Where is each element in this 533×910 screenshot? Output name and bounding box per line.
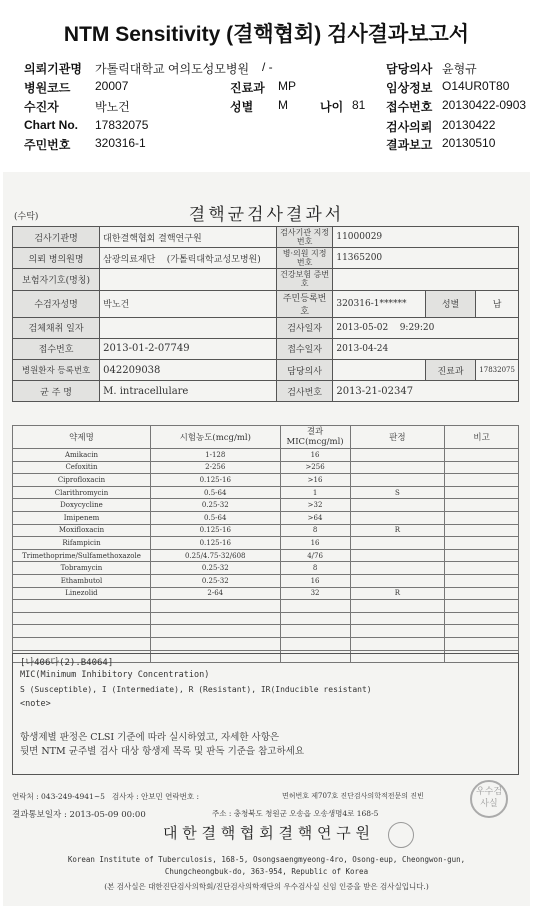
mic-cell: 16: [280, 449, 350, 462]
report-value: 20130510: [442, 136, 496, 150]
drug-name-cell: Amikacin: [13, 449, 151, 462]
range-cell: 1-128: [150, 449, 280, 462]
table-row: [13, 549, 519, 562]
drug-name-cell: Linezolid: [13, 587, 151, 600]
clinical-label: 임상정보: [386, 81, 433, 95]
table-row: [13, 499, 519, 512]
result-cell: [350, 562, 445, 575]
remark-cell: [445, 461, 519, 474]
copy-mark: (수탁): [14, 212, 39, 222]
drug-name-cell: Ethambutol: [13, 574, 151, 587]
remark-cell: [445, 499, 519, 512]
drug-table: [12, 425, 519, 663]
remark-cell: [445, 637, 519, 650]
footer-cert: (본 검사실은 대한진단검사의학회/진단검사의학재단의 우수검사실 신임 인증을 받은 검사실입니다.): [104, 882, 429, 891]
result-cell: [350, 625, 445, 638]
remark-cell: [445, 549, 519, 562]
range-cell: 2-256: [150, 461, 280, 474]
mic-cell: 8: [280, 524, 350, 537]
remark-cell: [445, 562, 519, 575]
mic-cell: >256: [280, 461, 350, 474]
test-org-id-label: 검사기관 지정번호: [276, 227, 332, 248]
remark-cell: [445, 600, 519, 613]
test-org-label: 검사기관명: [13, 227, 100, 248]
notes-line1: MIC(Minimum Inhibitory Concentration): [20, 670, 210, 680]
result-cell: R: [350, 524, 445, 537]
mic-cell: [280, 600, 350, 613]
drug-name-cell: Doxycycline: [13, 499, 151, 512]
col-header-mic: 결과 MIC(mcg/ml): [280, 426, 350, 449]
col-header-remark: 비고: [445, 426, 519, 449]
mic-cell: 16: [280, 574, 350, 587]
range-cell: 0.25-32: [150, 499, 280, 512]
test-org-id-value: 11000029: [333, 227, 519, 248]
footer-org-en-2: Chungcheongbuk-do, 363-954, Republic of Korea: [164, 867, 369, 876]
drug-name-cell: Rifampicin: [13, 537, 151, 550]
result-cell: [350, 537, 445, 550]
mic-cell: >16: [280, 474, 350, 487]
insured-value: [333, 269, 519, 290]
institution-label: 의뢰기관명: [24, 62, 82, 76]
test-time-value: 9:29:20: [399, 322, 435, 333]
mic-cell: 8: [280, 562, 350, 575]
drug-name-cell: [13, 612, 151, 625]
drug-name-cell: [13, 625, 151, 638]
table-row: [13, 600, 519, 613]
table-row: [13, 474, 519, 487]
insurer-value: [100, 269, 277, 290]
receipt-label: 접수번호: [386, 100, 433, 114]
remark-cell: [445, 486, 519, 499]
table-row: [13, 486, 519, 499]
table-row: [13, 612, 519, 625]
range-cell: 0.5-64: [150, 511, 280, 524]
remark-cell: [445, 449, 519, 462]
range-cell: 0.125-16: [150, 474, 280, 487]
remark-cell: [445, 524, 519, 537]
req-hosp-id-label: 병·의원 지정번호: [276, 248, 332, 269]
receipt-date-label: 접수일자: [276, 338, 332, 359]
remark-cell: [445, 574, 519, 587]
range-cell: [150, 637, 280, 650]
result-cell: [350, 574, 445, 587]
insured-label: 건강보험 증번호: [276, 269, 332, 290]
dept-label: 진료과: [230, 81, 265, 95]
range-cell: 2-64: [150, 587, 280, 600]
table-row: [13, 524, 519, 537]
drug-name-cell: [13, 637, 151, 650]
range-cell: [150, 612, 280, 625]
organism-value: M. intracellulare: [100, 381, 277, 402]
footer-inspector: 검사자 : 안보민 연락번호 :: [112, 792, 200, 801]
dept-value-2: 17832075: [476, 359, 519, 380]
table-row: [13, 511, 519, 524]
clinical-value: O14UR0T80: [442, 79, 510, 93]
patient-value: 박노건: [95, 100, 130, 114]
result-cell: [350, 474, 445, 487]
page-title: NTM Sensitivity (결핵협회) 검사결과보고서: [63, 23, 470, 46]
footer-report-date: 결과통보일자 : 2013-05-09 00:00: [12, 810, 146, 820]
notes-code: [나406다(2).B4064]: [20, 658, 114, 668]
table-row: [13, 574, 519, 587]
range-cell: 0.25-32: [150, 562, 280, 575]
mic-cell: 16: [280, 537, 350, 550]
col-header-drug: 약제명: [13, 426, 151, 449]
mic-cell: [280, 612, 350, 625]
notes-line3: <note>: [20, 699, 51, 709]
drug-name-cell: Imipenem: [13, 511, 151, 524]
receipt-value-2: 2013-01-2-07749: [100, 338, 277, 359]
col-header-result: 판정: [350, 426, 445, 449]
remark-cell: [445, 537, 519, 550]
result-cell: [350, 549, 445, 562]
stamp-text: 우수검사실: [475, 787, 503, 809]
table-row: [13, 449, 519, 462]
result-cell: [350, 511, 445, 524]
range-cell: 0.25/4.75-32/608: [150, 549, 280, 562]
doctor-value: 윤형규: [442, 62, 477, 76]
req-hosp-extra: (가톨릭대학교성모병원): [166, 254, 261, 265]
collect-label: 검체채취 일자: [13, 317, 100, 338]
name-label: 수검자성명: [13, 290, 100, 317]
req-hosp-id-value: 11365200: [333, 248, 519, 269]
rrn-value: 320316-1: [95, 136, 146, 150]
mic-cell: 4/76: [280, 549, 350, 562]
mic-cell: 1: [280, 486, 350, 499]
receipt-date-value: 2013-04-24: [333, 338, 519, 359]
age-value: 81: [352, 98, 366, 112]
reg-no-label: 병원환자 등록번호: [13, 359, 100, 380]
dept-label-2: 진료과: [425, 359, 476, 380]
collect-value: [100, 317, 277, 338]
test-no-value: 2013-21-02347: [333, 381, 519, 402]
dept-value: MP: [278, 79, 296, 93]
table-row: [13, 537, 519, 550]
result-cell: [350, 637, 445, 650]
drug-name-cell: Trimethoprime/Sulfamethoxazole: [13, 549, 151, 562]
reg-no-value: 042209038: [100, 359, 277, 380]
report-heading: 결핵균검사결과서: [188, 205, 345, 225]
drug-name-cell: [13, 600, 151, 613]
receipt-label-2: 접수번호: [13, 338, 100, 359]
sex-label-2: 성별: [425, 290, 476, 317]
mic-cell: [280, 625, 350, 638]
req-hosp-label: 의뢰 병의원명: [13, 248, 100, 269]
drug-name-cell: Clarithromycin: [13, 486, 151, 499]
doctor-value-2: [333, 359, 425, 380]
col-header-range: 시험농도(mcg/ml): [150, 426, 280, 449]
footer-address: 주소 : 충청북도 청원군 오송읍 오송생명4로 168-5: [212, 809, 379, 818]
result-cell: R: [350, 587, 445, 600]
insurer-label: 보험자기호(명칭): [13, 269, 100, 290]
info-table: [12, 226, 519, 402]
notes-line5: 뒷면 NTM 균주별 검사 대상 항생제 목록 및 판독 기준을 참고하세요: [20, 746, 304, 757]
report-label: 결과보고: [386, 138, 433, 152]
mic-cell: >32: [280, 499, 350, 512]
remark-cell: [445, 612, 519, 625]
chart-label: Chart No.: [24, 118, 78, 132]
drug-name-cell: Ciprofloxacin: [13, 474, 151, 487]
hospital-code-label: 병원코드: [24, 81, 71, 95]
receipt-value: 20130422-0903: [442, 98, 527, 112]
table-row: [13, 625, 519, 638]
footer-license: 면허번호 제707호 진단검사의학적전문의 진빈: [282, 792, 424, 800]
sex-label: 성별: [230, 100, 254, 114]
result-cell: S: [350, 486, 445, 499]
result-cell: [350, 449, 445, 462]
patient-label: 수진자: [24, 100, 59, 114]
drug-name-cell: Tobramycin: [13, 562, 151, 575]
age-label: 나이: [320, 100, 344, 114]
req-hosp-cell: [100, 248, 277, 269]
official-seal: [388, 822, 414, 848]
table-row: [13, 461, 519, 474]
mic-cell: >64: [280, 511, 350, 524]
chart-value: 17832075: [95, 118, 149, 132]
table-row: [13, 587, 519, 600]
institution-extra: / -: [262, 60, 273, 74]
rrn-label-2: 주민등록번호: [276, 290, 332, 317]
remark-cell: [445, 587, 519, 600]
range-cell: 0.125-16: [150, 524, 280, 537]
rrn-label: 주민번호: [24, 138, 71, 152]
test-date-value: 2013-05-02: [336, 322, 389, 333]
test-date-cell: [333, 317, 519, 338]
request-value: 20130422: [442, 118, 496, 132]
doctor-label-2: 담당의사: [276, 359, 332, 380]
range-cell: 0.25-32: [150, 574, 280, 587]
organism-label: 균 주 명: [13, 381, 100, 402]
remark-cell: [445, 474, 519, 487]
accreditation-stamp: [470, 780, 508, 818]
test-date-label: 검사일자: [276, 317, 332, 338]
test-no-label: 검사번호: [276, 381, 332, 402]
result-cell: [350, 461, 445, 474]
mic-cell: [280, 637, 350, 650]
sex-value: M: [278, 98, 288, 112]
institution-value: 가톨릭대학교 여의도성모병원: [95, 62, 250, 76]
footer-org-name: 대 한 결 핵 협 회 결 핵 연 구 원: [162, 824, 371, 842]
table-row: [13, 562, 519, 575]
notes-line2: S (Susceptible), I (Intermediate), R (Resistant), IR(Inducible resistant): [20, 685, 372, 694]
drug-name-cell: Cefoxitin: [13, 461, 151, 474]
request-label: 검사의뢰: [386, 120, 433, 134]
req-hosp-value: 삼광의료재단: [103, 254, 156, 265]
range-cell: [150, 625, 280, 638]
name-value: 박노건: [100, 290, 277, 317]
remark-cell: [445, 625, 519, 638]
range-cell: 0.5-64: [150, 486, 280, 499]
footer-contact: 연락처 : 043-249-4941~5: [12, 792, 105, 801]
hospital-code-value: 20007: [95, 79, 129, 93]
range-cell: [150, 600, 280, 613]
table-row: [13, 637, 519, 650]
result-cell: [350, 612, 445, 625]
result-cell: [350, 600, 445, 613]
drug-name-cell: Moxifloxacin: [13, 524, 151, 537]
notes-line4: 항생제별 판정은 CLSI 기준에 따라 실시하였고, 자세한 사항은: [20, 732, 280, 743]
result-cell: [350, 499, 445, 512]
footer-org-en-1: Korean Institute of Tuberculosis, 168-5, Osongsaengmyeong-4ro, Osong-eup, Cheongwon-gun,: [67, 855, 466, 864]
remark-cell: [445, 511, 519, 524]
sex-value-2: 남: [476, 290, 519, 317]
test-org-value: 대한결핵협회 결핵연구원: [100, 227, 277, 248]
range-cell: 0.125-16: [150, 537, 280, 550]
doctor-label: 담당의사: [386, 62, 433, 76]
rrn-value-2: 320316-1******: [333, 290, 425, 317]
mic-cell: 32: [280, 587, 350, 600]
